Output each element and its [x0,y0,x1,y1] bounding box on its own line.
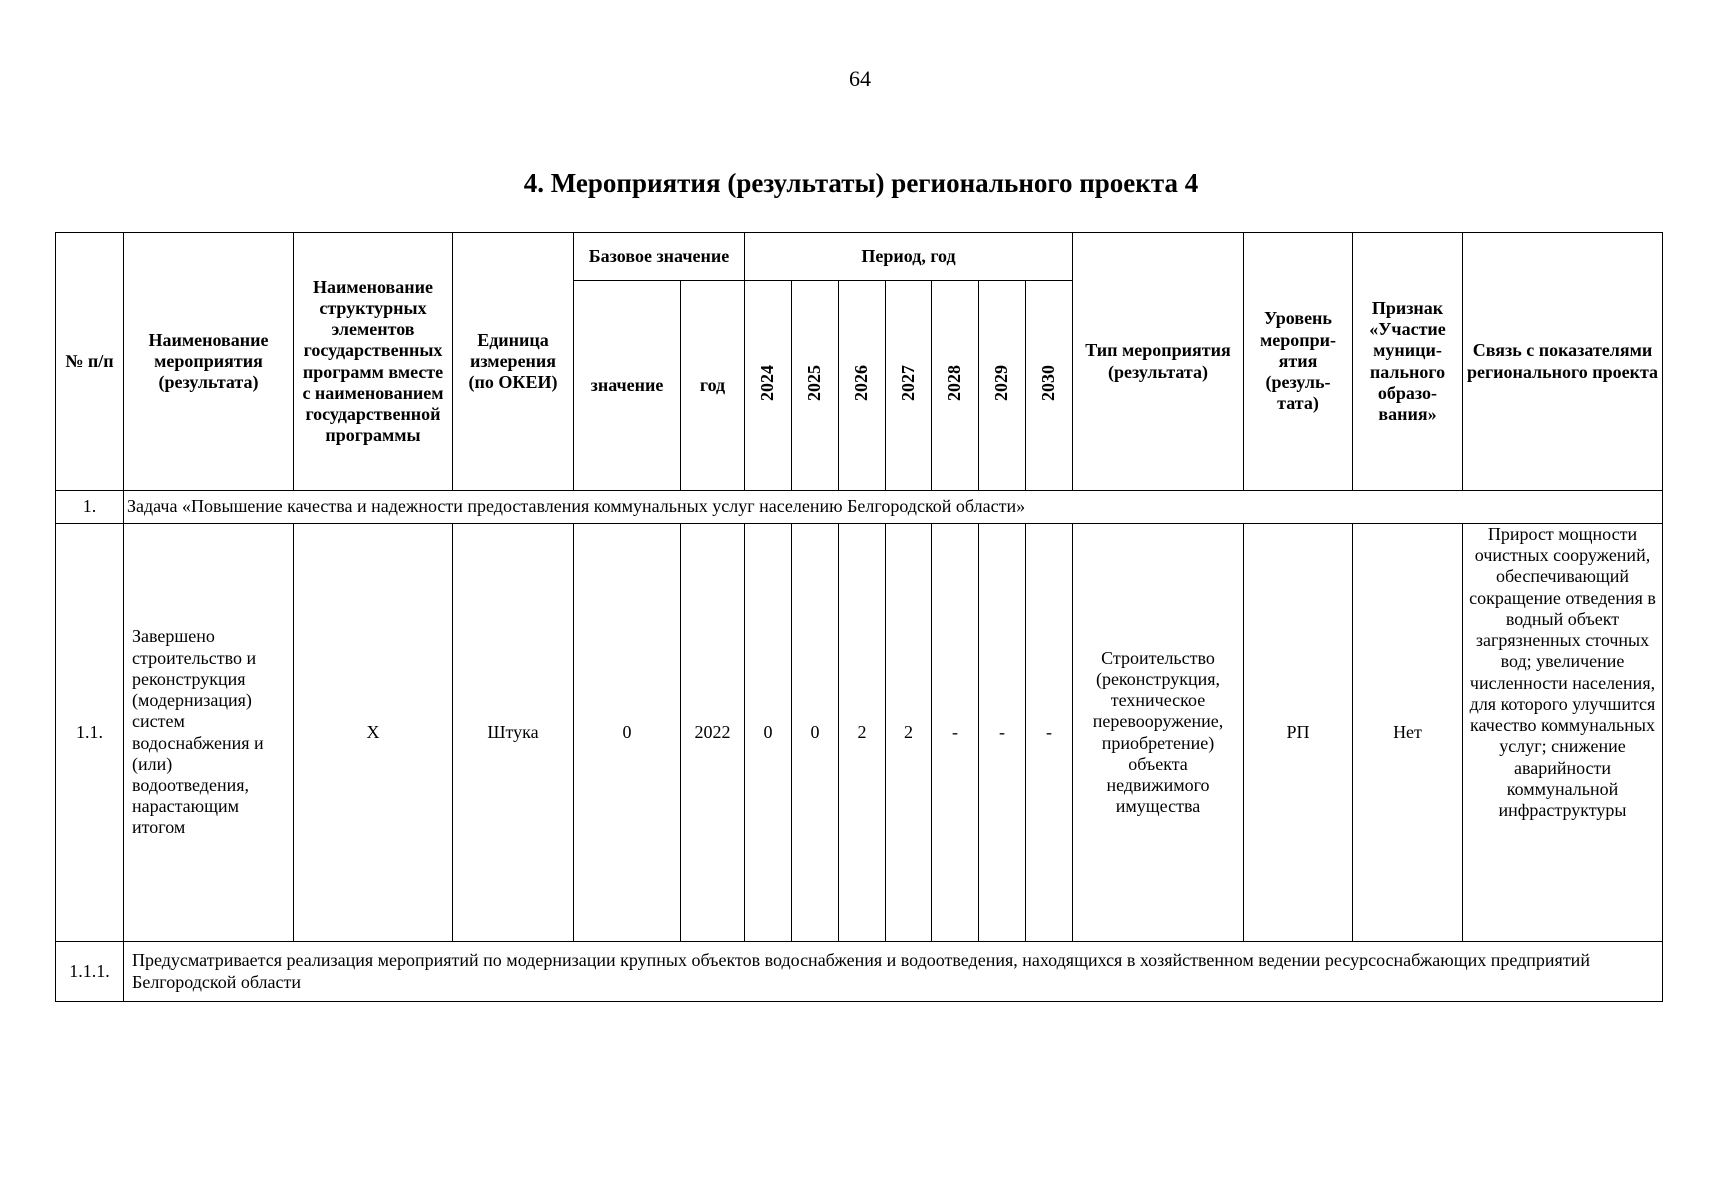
header-year-2027 [886,281,932,491]
header-year-2028 [932,281,979,491]
item-level: РП [1244,524,1353,942]
section-title: 4. Мероприятия (результаты) регионального проекта 4 [523,168,1199,198]
header-base: Базовое значение [574,233,745,281]
item-struct: Х [294,524,453,942]
year-label: 2024 [757,364,778,401]
item-year-2024: 0 [745,524,792,942]
events-table [55,232,1663,1002]
header-unit: Единица измерения (по ОКЕИ) [453,233,574,491]
header-level: Уровень меропри-ятия (резуль-тата) [1244,233,1353,491]
header-year-2026 [839,281,886,491]
header-base-value: значение [574,281,681,491]
year-label: 2028 [944,364,965,401]
task-text: Задача «Повышение качества и надежности предоставления коммунальных услуг населению Белгородской области» [124,491,1663,524]
year-label: 2030 [1038,364,1059,401]
header-year-2030 [1026,281,1073,491]
header-struct: Наименование структурных элементов государственных программ вместе с наименованием государственной программы [294,233,453,491]
year-label: 2026 [851,364,872,401]
item-year-2027: 2 [886,524,932,942]
note-num: 1.1.1. [56,942,124,1002]
item-num: 1.1. [56,524,124,942]
task-row [56,491,1663,524]
header-link: Связь с показателями регионального проекта [1463,233,1663,491]
year-label: 2027 [897,364,918,401]
header-type: Тип мероприятия (результата) [1073,233,1244,491]
item-base-value: 0 [574,524,681,942]
header-num: № п/п [56,233,124,491]
header-year-2029 [979,281,1026,491]
item-year-2026: 2 [839,524,886,942]
year-label: 2025 [804,364,825,401]
header-name: Наименование мероприятия (результата) [124,233,294,491]
header-sign: Признак «Участие муници-пального образо-вания» [1353,233,1463,491]
header-base-year: год [681,281,745,491]
note-text: Предусматривается реализация мероприятий по модернизации крупных объектов водоснабжения и водоотведения, находящихся в хозяйственном ведении ресурсоснабжающих предприятий Белгородской области [124,942,1663,1002]
header-period: Период, год [745,233,1073,281]
header-row-1 [56,233,1663,281]
note-row [56,942,1663,1002]
item-row [56,524,1663,942]
item-base-year: 2022 [681,524,745,942]
item-year-2030: - [1026,524,1073,942]
year-label: 2029 [991,364,1012,401]
item-sign: Нет [1353,524,1463,942]
item-unit: Штука [453,524,574,942]
task-num: 1. [56,491,124,524]
item-name: Завершено строительство и реконструкция (модернизация) систем водоснабжения и (или) водоотведения, нарастающим итогом [124,524,294,942]
page-number: 64 [849,66,871,91]
item-type: Строительство (реконструкция, техническое перевооружение, приобретение) объекта недвижимого имущества [1073,524,1244,942]
item-year-2028: - [932,524,979,942]
item-year-2029: - [979,524,1026,942]
header-year-2024 [745,281,792,491]
item-year-2025: 0 [792,524,839,942]
item-link: Прирост мощности очистных сооружений, обеспечивающий сокращение отведения в водный объект загрязненных сточных вод; увеличение численности населения, для которого улучшится качество коммунальных услуг; снижение аварийности коммунальной инфраструктуры [1463,524,1663,942]
header-year-2025 [792,281,839,491]
